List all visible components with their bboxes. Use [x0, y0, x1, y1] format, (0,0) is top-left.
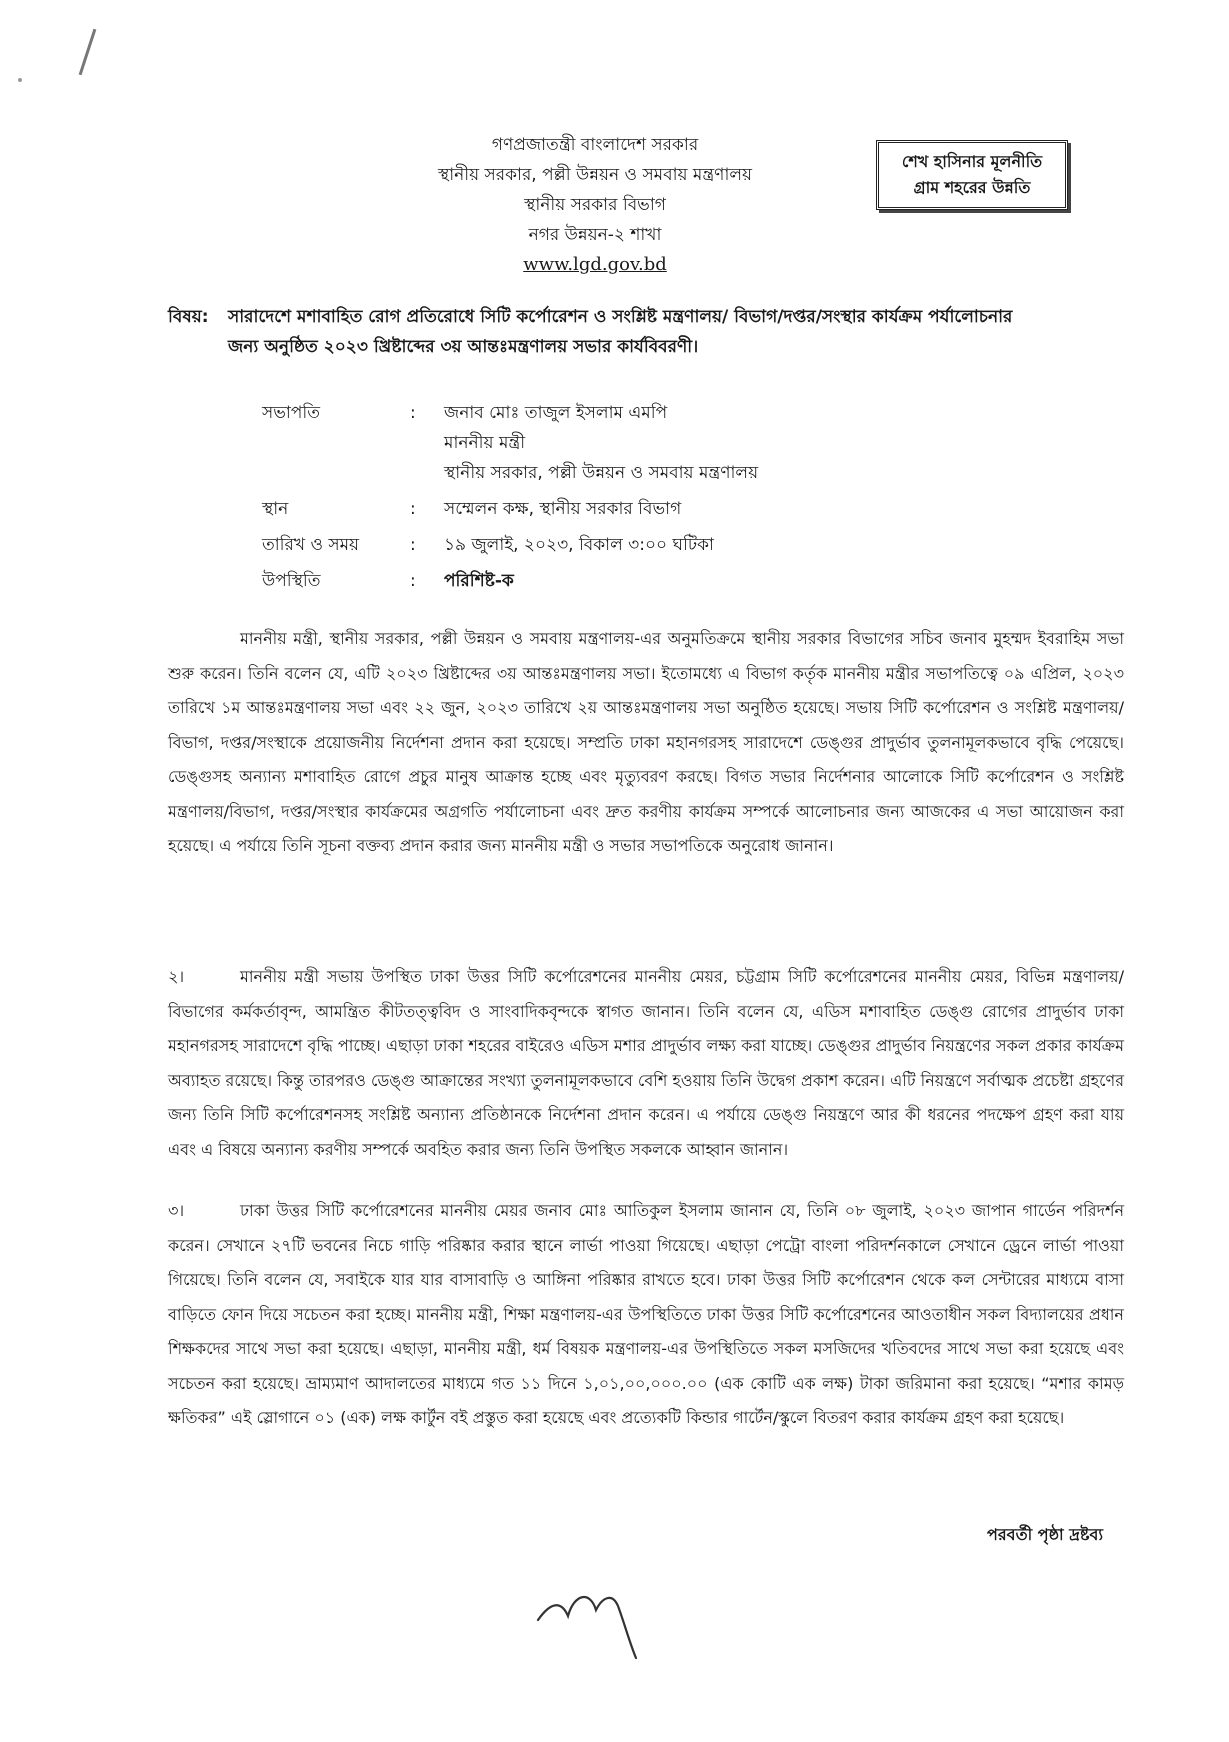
website-link[interactable]: www.lgd.gov.bd [523, 254, 667, 275]
branch-name: নগর উন্নয়ন-২ শাখা [528, 225, 662, 245]
subject-line-1: সারাদেশে মশাবাহিত রোগ প্রতিরোধে সিটি কর্পোরেশন ও সংশ্লিষ্ট মন্ত্রণালয়/ বিভাগ/দপ্তর/সংস্থার কার্যক্রম পর্যালোচনার [228, 307, 1013, 327]
division-name: স্থানীয় সরকার বিভাগ [524, 195, 666, 215]
pen-stroke-mark [79, 29, 97, 76]
paragraph-1: মাননীয় মন্ত্রী, স্থানীয় সরকার, পল্লী উন্নয়ন ও সমবায় মন্ত্রণালয়-এর অনুমতিক্রমে স্থানীয় সরকার বিভাগের সচিব জনাব মুহম্মদ ইবরাহিম সভা শুরু করেন। তিনি বলেন যে, এটি ২০২৩ খ্রিষ্টাব্দের ৩য় আন্তঃমন্ত্রণালয় সভা। ইতোমধ্যে এ বিভাগ কর্তৃক মাননীয় মন্ত্রীর সভাপতিত্বে ০৯ এপ্রিল, ২০২৩ তারিখে ১ম আন্তঃমন্ত্রণালয় সভা এবং ২২ জুন, ২০২৩ তারিখে ২য় আন্তঃমন্ত্রণালয় সভা অনুষ্ঠিত হয়েছে। সভায় সিটি কর্পোরেশন ও সংশ্লিষ্ট মন্ত্রণালয়/বিভাগ, দপ্তর/সংস্থাকে প্রয়োজনীয় নির্দেশনা প্রদান করা হয়েছে। সম্প্রতি ঢাকা মহানগরসহ সারাদেশে ডেঙ্গুর প্রাদুর্ভাব তুলনামূলকভাবে বৃদ্ধি পেয়েছে। ডেঙ্গুসহ অন্যান্য মশাবাহিত রোগে প্রচুর মানুষ আক্রান্ত হচ্ছে এবং মৃত্যুবরণ করছে। বিগত সভার নির্দেশনার আলোকে সিটি কর্পোরেশন ও সংশ্লিষ্ট মন্ত্রণালয়/বিভাগ, দপ্তর/সংস্থার কার্যক্রমের অগ্রগতি পর্যালোচনা এবং দ্রুত করণীয় কার্যক্রম সম্পর্কে আলোচনার জন্য আজকের এ সভা আয়োজন করা হয়েছে। এ পর্যায়ে তিনি সূচনা বক্তব্য প্রদান করার জন্য মাননীয় মন্ত্রী ও সভার সভাপতিকে অনুরোধ জানান। [168, 629, 1124, 855]
slogan-box [876, 140, 1068, 210]
chair-name: জনাব মোঃ তাজুল ইসলাম এমপি [444, 403, 668, 423]
paragraph-2 [168, 960, 1124, 1167]
datetime-value: ১৯ জুলাই, ২০২৩, বিকাল ৩:০০ ঘটিকা [444, 535, 714, 555]
subject-line-2: জন্য অনুষ্ঠিত ২০২৩ খ্রিষ্টাব্দের ৩য় আন্তঃমন্ত্রণালয় সভার কার্যবিবরণী। [228, 337, 699, 357]
paragraph-3-text: ঢাকা উত্তর সিটি কর্পোরেশনের মাননীয় মেয়র জনাব মোঃ আতিকুল ইসলাম জানান যে, তিনি ০৮ জুলাই, ২০২৩ জাপান গার্ডেন পরিদর্শন করেন। সেখানে ২৭টি ভবনের নিচে গাড়ি পরিষ্কার করার স্থানে লার্ভা পাওয়া গিয়েছে। এছাড়া পেট্রো বাংলা পরিদর্শনকালে সেখানে ড্রেনে লার্ভা পাওয়া গিয়েছে। তিনি বলেন যে, সবাইকে যার যার বাসাবাড়ি ও আঙ্গিনা পরিষ্কার রাখতে হবে। ঢাকা উত্তর সিটি কর্পোরেশন থেকে কল সেন্টারের মাধ্যমে বাসা বাড়িতে ফোন দিয়ে সচেতন করা হচ্ছে। মাননীয় মন্ত্রী, শিক্ষা মন্ত্রণালয়-এর উপস্থিতিতে ঢাকা উত্তর সিটি কর্পোরেশনের আওতাধীন সকল বিদ্যালয়ের প্রধান শিক্ষকদের সাথে সভা করা হয়েছে। এছাড়া, মাননীয় মন্ত্রী, ধর্ম বিষয়ক মন্ত্রণালয়-এর উপস্থিতিতে সকল মসজিদের খতিবদের সাথে সভা করা হয়েছে এবং সচেতন করা হয়েছে। ভ্রাম্যমাণ আদালতের মাধ্যমে গত ১১ দিনে ১,০১,০০,০০০.০০ (এক কোটি এক লক্ষ) টাকা জরিমানা করা হয়েছে। “মশার কামড় ক্ষতিকর” এই স্লোগানে ০১ (এক) লক্ষ কার্টুন বই প্রস্তুত করা হয়েছে এবং প্রত্যেকটি কিন্ডার গার্টেন/স্কুলে বিতরণ করার কার্যক্রম গ্রহণ করা হয়েছে। [168, 1201, 1124, 1427]
colon: : [410, 403, 416, 423]
venue-row [262, 494, 1022, 524]
meeting-details [262, 398, 1022, 602]
subject-block [168, 302, 1124, 362]
attendance-label: উপস্থিতি [262, 571, 321, 591]
chair-row [262, 398, 1022, 488]
attendance-value: পরিশিষ্ট-ক [444, 571, 514, 591]
venue-label: স্থান [262, 499, 289, 519]
signature-mark [534, 1570, 654, 1666]
venue-value: সম্মেলন কক্ষ, স্থানীয় সরকার বিভাগ [444, 499, 682, 519]
paragraph-2-number: ২। [168, 967, 185, 986]
ministry-name: স্থানীয় সরকার, পল্লী উন্নয়ন ও সমবায় মন্ত্রণালয় [437, 165, 753, 185]
attendance-row [262, 566, 1022, 596]
slogan-line-2: গ্রাম শহরের উন্নতি [913, 178, 1031, 197]
colon: : [410, 535, 416, 555]
datetime-row [262, 530, 1022, 560]
datetime-label: তারিখ ও সময় [262, 535, 360, 555]
chair-label: সভাপতি [262, 403, 320, 423]
paragraph-2-text: মাননীয় মন্ত্রী সভায় উপস্থিত ঢাকা উত্তর সিটি কর্পোরেশনের মাননীয় মেয়র, চট্টগ্রাম সিটি কর্পোরেশনের মাননীয় মেয়র, বিভিন্ন মন্ত্রণালয়/বিভাগের কর্মকর্তাবৃন্দ, আমন্ত্রিত কীটতত্ত্ববিদ ও সাংবাদিকবৃন্দকে স্বাগত জানান। তিনি বলেন যে, এডিস মশাবাহিত ডেঙ্গু রোগের প্রাদুর্ভাব ঢাকা মহানগরসহ সারাদেশে বৃদ্ধি পাচ্ছে। এছাড়া ঢাকা শহরের বাইরেও এডিস মশার প্রাদুর্ভাব লক্ষ্য করা যাচ্ছে। ডেঙ্গুর প্রাদুর্ভাব নিয়ন্ত্রণের সকল প্রকার কার্যক্রম অব্যাহত রয়েছে। কিন্তু তারপরও ডেঙ্গু আক্রান্তের সংখ্যা তুলনামূলকভাবে বেশি হওয়ায় তিনি উদ্বেগ প্রকাশ করেন। এটি নিয়ন্ত্রণে সর্বাত্মক প্রচেষ্টা গ্রহণের জন্য তিনি সিটি কর্পোরেশনসহ সংশ্লিষ্ট অন্যান্য প্রতিষ্ঠানকে নির্দেশনা প্রদান করেন। এ পর্যায়ে ডেঙ্গু নিয়ন্ত্রণে আর কী ধরনের পদক্ষেপ গ্রহণ করা যায় এবং এ বিষয়ে অন্যান্য করণীয় সম্পর্কে অবহিত করার জন্য তিনি উপস্থিত সকলকে আহ্বান জানান। [168, 967, 1124, 1159]
chair-ministry: স্থানীয় সরকার, পল্লী উন্নয়ন ও সমবায় মন্ত্রণালয় [444, 463, 759, 483]
paragraph-3 [168, 1194, 1124, 1436]
slogan-line-1: শেখ হাসিনার মূলনীতি [901, 152, 1043, 171]
chair-title: মাননীয় মন্ত্রী [444, 433, 526, 453]
next-page-note: পরবর্তী পৃষ্ঠা দ্রষ্টব্য [987, 1525, 1103, 1544]
paragraph-3-number: ৩। [168, 1201, 185, 1220]
colon: : [410, 499, 416, 519]
letterhead [360, 130, 830, 280]
colon: : [410, 571, 416, 591]
ink-dot-mark [18, 78, 22, 82]
govt-name: গণপ্রজাতন্ত্রী বাংলাদেশ সরকার [491, 135, 699, 155]
subject-label: বিষয়: [168, 307, 209, 327]
